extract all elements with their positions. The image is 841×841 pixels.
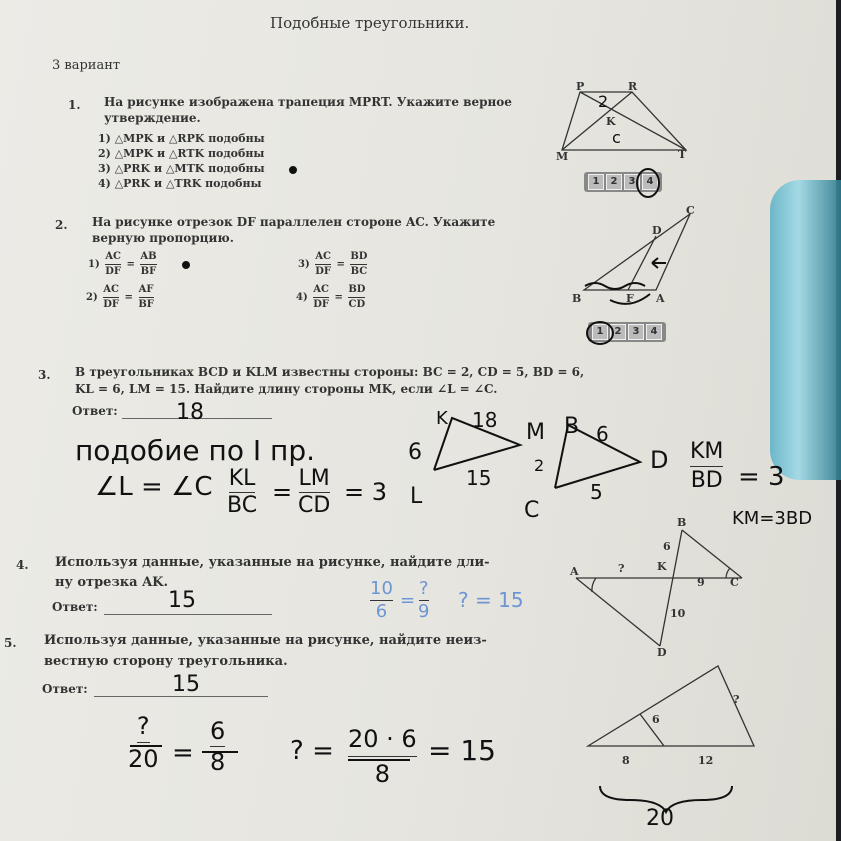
- q3-text-line1: В треугольниках BCD и KLM известны стороны: BC = 2, CD = 5, BD = 6,: [75, 365, 585, 379]
- q2-box-3: 3: [628, 324, 644, 340]
- hw-tri1-l: L: [410, 484, 423, 509]
- hw-fraction-6-8: $\frac{6}{8}$: [210, 717, 226, 776]
- q1-box-4: 4: [642, 174, 658, 190]
- q5-label-q: ?: [733, 693, 740, 706]
- q2-text-line1: На рисунке отрезок DF параллелен стороне AC. Укажите: [92, 215, 496, 229]
- hw-q1-mark-2: 2: [598, 92, 609, 111]
- hw-blue-fraction-q-9: $\frac{?}{9}$: [418, 578, 430, 622]
- hw-eq-3b: = 3: [738, 462, 785, 492]
- hw-blue-fraction-10-6: $\frac{10}{6}$: [370, 578, 393, 622]
- q1-label-r: R: [628, 80, 638, 93]
- q2-box-2: 2: [610, 324, 626, 340]
- q1-text-line1: На рисунке изображена трапеция MPRT. Укажите верное: [104, 95, 512, 109]
- q1-circled-answer: [637, 169, 659, 197]
- q1-box-1: 1: [588, 174, 604, 190]
- q2-option-2: 2) $\frac{AC}{DF}$ = $\frac{AF}{BF}$: [86, 284, 154, 310]
- hw-blue-result: ? = 15: [458, 588, 524, 612]
- q4-figure: [576, 530, 742, 646]
- q4-label-q: ?: [618, 562, 625, 575]
- q2-box-4: 4: [646, 324, 662, 340]
- q5-answer-label: Ответ:: [42, 682, 88, 696]
- q1-option-2: 2) △MPK и △RTK подобны: [98, 147, 265, 160]
- q1-text-line2: утверждение.: [104, 111, 201, 125]
- page-title: Подобные треугольники.: [270, 14, 470, 32]
- q4-text-line1: Используя данные, указанные на рисунке, найдите дли-: [55, 555, 490, 570]
- hw-fraction-20x6-8: $\frac{20 \cdot 6}{8}$: [346, 722, 419, 791]
- q2-triangle-figure: [584, 214, 690, 290]
- hw-q4-answer: 15: [168, 588, 196, 613]
- q3-answer-label: Ответ:: [72, 404, 118, 418]
- q2-label-d: D: [652, 224, 662, 237]
- q5-label-8: 8: [622, 754, 630, 767]
- q4-label-b: B: [677, 516, 687, 529]
- hw-tri2-6: 6: [596, 422, 609, 446]
- q5-text-line2: вестную сторону треугольника.: [44, 654, 288, 669]
- hw-tri1-15: 15: [466, 466, 492, 490]
- q4-label-k: K: [657, 560, 667, 573]
- q1-trapezoid-figure: [562, 92, 686, 150]
- q2-option-1: 1) $\frac{AC}{DF}$ = $\frac{AB}{BF}$: [88, 251, 157, 277]
- q3-text-line2: KL = 6, LM = 15. Найдите длину стороны MK, если ∠L = ∠C.: [75, 382, 498, 396]
- q3-number: 3.: [38, 368, 51, 382]
- hw-km-3bd: KM=3BD: [732, 508, 813, 529]
- hw-tri1-6: 6: [408, 440, 422, 465]
- hw-q3-answer: 18: [176, 400, 204, 425]
- q2-option-3: 3) $\frac{AC}{DF}$ = $\frac{BD}{BC}$: [298, 251, 368, 277]
- hw-q1-mark-c: c: [612, 128, 621, 147]
- q4-text-line2: ну отрезка AK.: [55, 575, 168, 590]
- q4-label-10: 10: [670, 607, 686, 620]
- q5-text-line1: Используя данные, указанные на рисунке, найдите неиз-: [44, 633, 487, 648]
- q4-label-6: 6: [663, 540, 671, 553]
- hw-formula-lhs: ? =: [290, 736, 334, 766]
- hw-tri1-m: M: [526, 420, 545, 445]
- q4-answer-label: Ответ:: [52, 600, 98, 614]
- q1-option-1: 1) △MPK и △RPK подобны: [98, 132, 265, 145]
- q2-option-4: 4) $\frac{AC}{DF}$ = $\frac{BD}{CD}$: [296, 284, 366, 310]
- q2-label-c: C: [686, 204, 695, 217]
- q2-text-line2: верную пропорцию.: [92, 231, 234, 245]
- hw-formula-result: = 15: [428, 734, 496, 767]
- q1-label-p: P: [576, 80, 585, 93]
- hw-similarity-note: подобие по I пр.: [75, 434, 315, 467]
- q2-circled-answer: [587, 322, 613, 344]
- hw-tri2-c: C: [524, 498, 540, 523]
- hw-tri2-2: 2: [534, 456, 545, 475]
- hw-tri2-5: 5: [590, 480, 603, 504]
- hw-angle-equality: ∠L = ∠C: [95, 472, 213, 502]
- hw-tri2-d: D: [650, 446, 669, 474]
- q1-number: 1.: [68, 98, 81, 112]
- hw-equals-sign: =: [272, 478, 293, 506]
- q5-number: 5.: [4, 636, 17, 650]
- hw-tri1-k: K: [436, 408, 448, 429]
- q2-label-b: B: [572, 292, 582, 305]
- q5-triangle-figure: [588, 666, 754, 746]
- hw-fraction-q-20: $\frac{?}{20}$: [128, 712, 159, 773]
- q4-label-9: 9: [697, 576, 705, 589]
- hw-fraction-lm-cd: $\frac{LM}{CD}$: [298, 466, 331, 518]
- hw-equals-2: =: [172, 738, 194, 768]
- q4-label-d: D: [657, 646, 667, 659]
- q1-box-2: 2: [606, 174, 622, 190]
- hw-tri1-18: 18: [472, 408, 498, 432]
- q1-label-t: T: [678, 148, 687, 161]
- hw-tri2-b: B: [564, 414, 580, 439]
- q2-label-a: A: [656, 292, 665, 305]
- hw-eq-3: = 3: [344, 478, 388, 506]
- q1-option-3: 3) △PRK и △MTK подобны: [98, 162, 265, 175]
- q4-label-a: A: [570, 565, 579, 578]
- q4-label-c: C: [730, 576, 739, 589]
- q5-label-6: 6: [652, 713, 660, 726]
- hw-fraction-kl-bc: $\frac{KL}{BC}$: [227, 466, 258, 518]
- hw-blue-equals: =: [400, 590, 416, 611]
- q2-number: 2.: [55, 218, 68, 232]
- q1-label-m: M: [556, 150, 569, 163]
- q4-number: 4.: [16, 558, 29, 572]
- q1-label-k: K: [606, 115, 616, 128]
- q1-option-4: 4) △PRK и △TRK подобны: [98, 177, 262, 190]
- q1-box-3: 3: [624, 174, 640, 190]
- q2-box-1: 1: [592, 324, 608, 340]
- q2-label-f: F: [626, 292, 634, 305]
- hw-q5-answer: 15: [172, 672, 200, 697]
- hw-brace-label-20: 20: [646, 806, 674, 831]
- variant-label: 3 вариант: [52, 58, 121, 73]
- q5-label-12: 12: [698, 754, 714, 767]
- hw-fraction-km-bd: $\frac{KM}{BD}$: [690, 439, 724, 493]
